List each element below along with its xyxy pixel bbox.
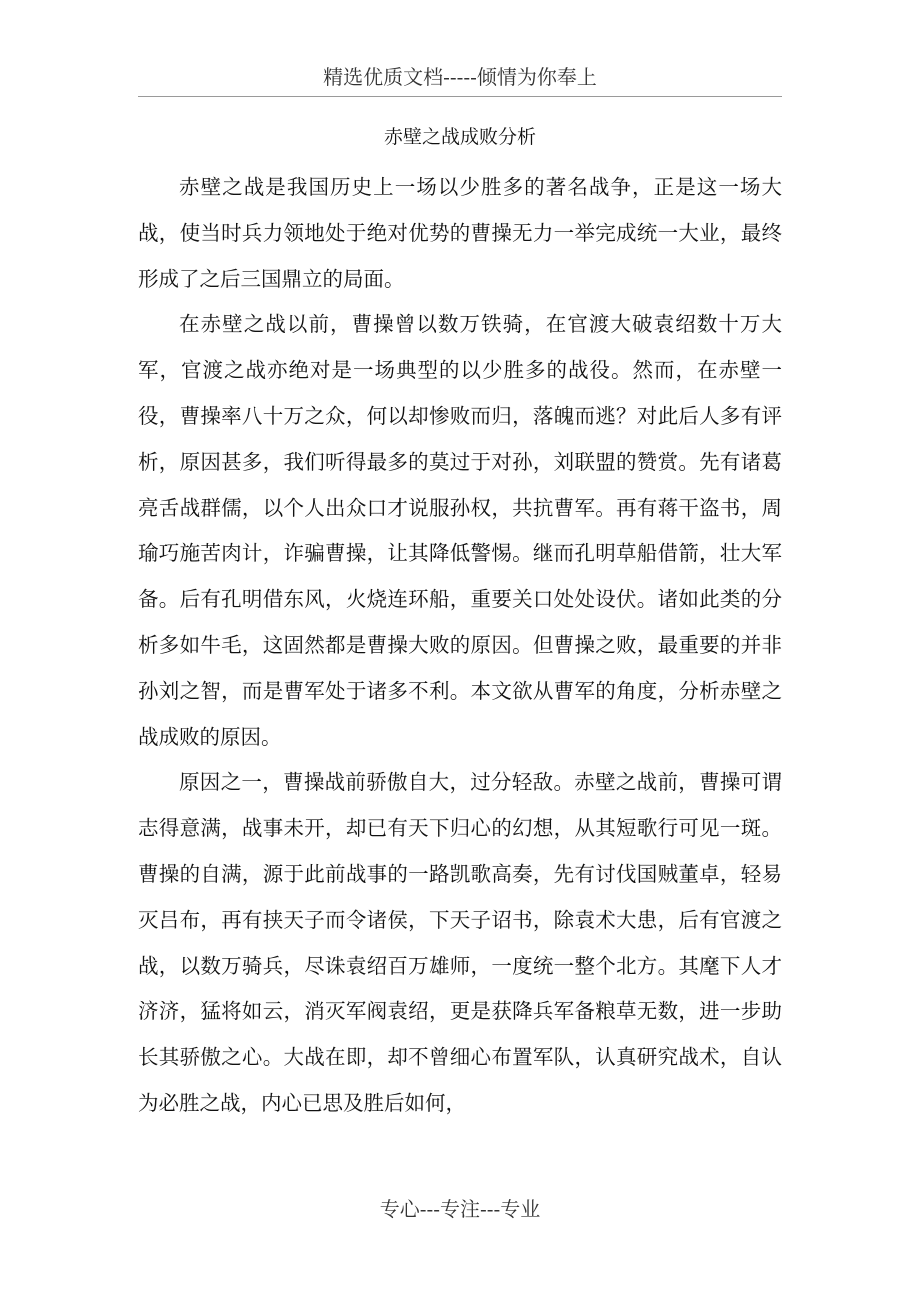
page-header: 精选优质文档-----倾情为你奉上	[138, 62, 782, 97]
paragraph: 赤壁之战是我国历史上一场以少胜多的著名战争，正是这一场大战，使当时兵力领地处于绝对优势的曹操无力一举完成统一大业，最终形成了之后三国鼎立的局面。	[138, 175, 782, 291]
document-body	[138, 165, 782, 1127]
paragraph: 原因之一，曹操战前骄傲自大，过分轻敌。赤壁之战前，曹操可谓志得意满，战事未开，却已有天下归心的幻想，从其短歌行可见一斑。曹操的自满，源于此前战事的一路凯歌高奏，先有讨伐国贼董卓，轻易灭吕布，再有挟天子而令诸侯，下天子诏书，除袁术大患，后有官渡之战，以数万骑兵，尽诛袁绍百万雄师，一度统一整个北方。其麾下人才济济，猛将如云，消灭军阀袁绍，更是获降兵军备粮草无数，进一步助长其骄傲之心。大战在即，却不曾细心布置军队，认真研究战术，自认为必胜之战，内心已思及胜后如何，	[138, 770, 782, 1115]
paragraph: 在赤壁之战以前，曹操曾以数万铁骑，在官渡大破袁绍数十万大军，官渡之战亦绝对是一场典型的以少胜多的战役。然而，在赤壁一役，曹操率八十万之众，何以却惨败而归，落魄而逃？对此后人多有评析，原因甚多，我们听得最多的莫过于对孙，刘联盟的赞赏。先有诸葛亮舌战群儒，以个人出众口才说服孙权，共抗曹军。再有蒋干盗书，周瑜巧施苦肉计，诈骗曹操，让其降低警惕。继而孔明草船借箭，壮大军备。后有孔明借东风，火烧连环船，重要关口处处设伏。诸如此类的分析多如牛毛，这固然都是曹操大败的原因。但曹操之败，最重要的并非孙刘之智，而是曹军处于诸多不利。本文欲从曹军的角度，分析赤壁之战成败的原因。	[138, 312, 782, 749]
document-title: 赤壁之战成败分析	[383, 126, 536, 148]
page-footer: 专心---专注---专业	[379, 1197, 541, 1221]
